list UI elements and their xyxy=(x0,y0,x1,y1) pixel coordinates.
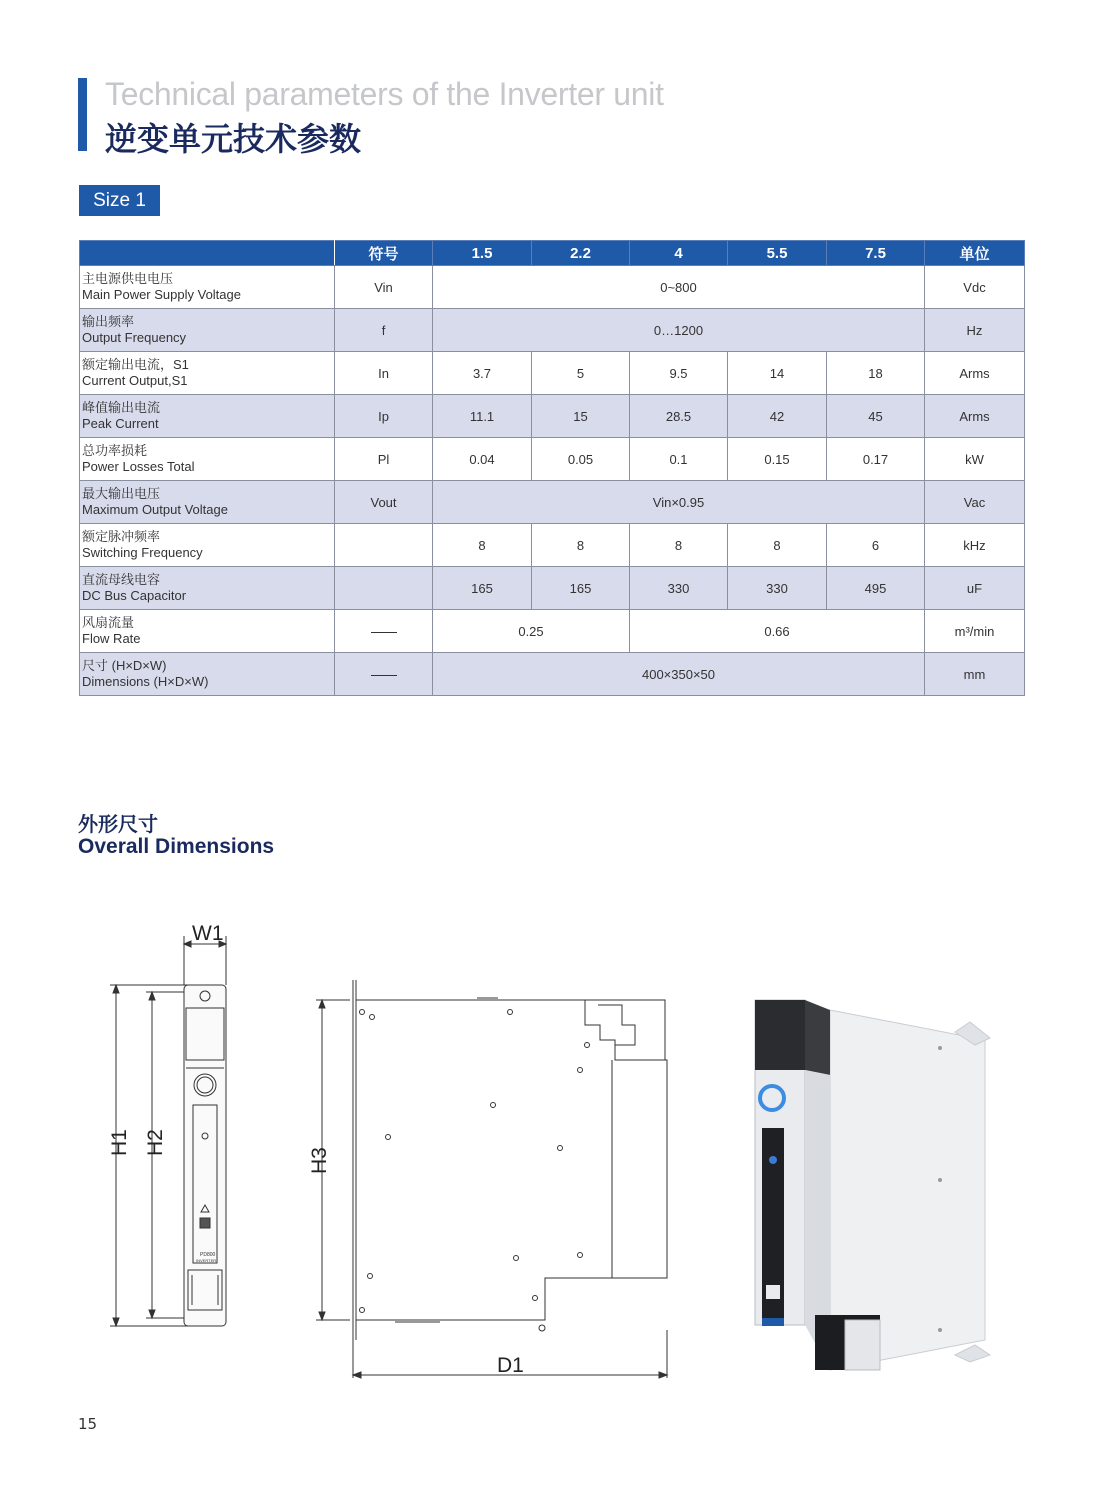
value-cell: 0.25 xyxy=(433,610,630,653)
row-label-en: Power Losses Total xyxy=(82,459,195,474)
value-cell: 8 xyxy=(433,524,532,567)
value-cell: 330 xyxy=(630,567,728,610)
value-cell: 0…1200 xyxy=(433,309,925,352)
value-cell: 330 xyxy=(728,567,827,610)
value-cell: 5 xyxy=(532,352,630,395)
value-cell: 0.17 xyxy=(827,438,925,481)
product-image xyxy=(755,1000,990,1370)
value-cell: 8 xyxy=(728,524,827,567)
parameters-table xyxy=(79,240,1025,696)
table-header-row xyxy=(80,241,1025,266)
symbol-cell: f xyxy=(335,309,433,352)
symbol-cell xyxy=(335,653,433,696)
row-label-cn: 额定输出电流，S1 xyxy=(82,357,189,372)
row-label xyxy=(80,309,335,352)
header-cell xyxy=(80,241,335,266)
value-cell: 15 xyxy=(532,395,630,438)
symbol-cell xyxy=(335,610,433,653)
row-label xyxy=(80,438,335,481)
w1-label: W1 xyxy=(192,922,224,945)
row-label xyxy=(80,481,335,524)
value-cell: 14 xyxy=(728,352,827,395)
row-label-en: DC Bus Capacitor xyxy=(82,588,187,603)
page-number: 15 xyxy=(78,1415,98,1433)
row-label-cn: 总功率损耗 xyxy=(82,443,148,458)
row-label-en: Dimensions (H×D×W) xyxy=(82,674,209,689)
table-row xyxy=(80,352,1025,395)
symbol-cell xyxy=(335,524,433,567)
value-cell: 0.04 xyxy=(433,438,532,481)
dash-symbol xyxy=(371,675,397,676)
symbol-cell: Pl xyxy=(335,438,433,481)
size-badge: Size 1 xyxy=(79,185,160,216)
header-cell: 符号 xyxy=(335,241,433,266)
row-label-cn: 输出频率 xyxy=(82,314,135,329)
page-title-chinese: 逆变单元技术参数 xyxy=(105,120,362,158)
unit-cell: Vdc xyxy=(925,266,1025,309)
row-label-en: Switching Frequency xyxy=(82,545,203,560)
front-sub-label: INVERTER xyxy=(196,1258,217,1263)
table-row xyxy=(80,481,1025,524)
header-cell: 1.5 xyxy=(433,241,532,266)
table-row xyxy=(80,567,1025,610)
header-cell: 单位 xyxy=(925,241,1025,266)
header-cell: 4 xyxy=(630,241,728,266)
unit-cell: kW xyxy=(925,438,1025,481)
row-label-cn: 额定脉冲频率 xyxy=(82,529,161,544)
value-cell: Vin×0.95 xyxy=(433,481,925,524)
row-label-cn: 风扇流量 xyxy=(82,615,135,630)
table-row xyxy=(80,653,1025,696)
row-label-cn: 直流母线电容 xyxy=(82,572,161,587)
unit-cell: Hz xyxy=(925,309,1025,352)
row-label xyxy=(80,395,335,438)
page-title-english: Technical parameters of the Inverter unit xyxy=(105,76,664,112)
header-cell: 5.5 xyxy=(728,241,827,266)
value-cell: 18 xyxy=(827,352,925,395)
header-cell: 2.2 xyxy=(532,241,630,266)
value-cell: 0.1 xyxy=(630,438,728,481)
row-label-en: Maximum Output Voltage xyxy=(82,502,228,517)
header-cell: 7.5 xyxy=(827,241,925,266)
value-cell: 0~800 xyxy=(433,266,925,309)
row-label xyxy=(80,610,335,653)
value-cell: 495 xyxy=(827,567,925,610)
row-label-cn: 最大输出电压 xyxy=(82,486,161,501)
row-label-en: Output Frequency xyxy=(82,330,187,345)
value-cell: 28.5 xyxy=(630,395,728,438)
value-cell: 400×350×50 xyxy=(433,653,925,696)
row-label-cn: 峰值输出电流 xyxy=(82,400,161,415)
table-row xyxy=(80,395,1025,438)
symbol-cell: In xyxy=(335,352,433,395)
unit-cell: Vac xyxy=(925,481,1025,524)
table-row xyxy=(80,610,1025,653)
table-row xyxy=(80,266,1025,309)
unit-cell: kHz xyxy=(925,524,1025,567)
dimension-drawings xyxy=(0,900,1102,1400)
value-cell: 11.1 xyxy=(433,395,532,438)
value-cell: 0.66 xyxy=(630,610,925,653)
row-label-en: Peak Current xyxy=(82,416,159,431)
unit-cell: mm xyxy=(925,653,1025,696)
value-cell: 8 xyxy=(630,524,728,567)
unit-cell: m³/min xyxy=(925,610,1025,653)
d1-label: D1 xyxy=(497,1354,524,1377)
unit-cell: uF xyxy=(925,567,1025,610)
symbol-cell: Ip xyxy=(335,395,433,438)
row-label-cn: 主电源供电电压 xyxy=(82,271,174,286)
value-cell: 45 xyxy=(827,395,925,438)
value-cell: 8 xyxy=(532,524,630,567)
row-label-en: Current Output,S1 xyxy=(82,373,188,388)
row-label xyxy=(80,266,335,309)
unit-cell: Arms xyxy=(925,395,1025,438)
dash-symbol xyxy=(371,632,397,633)
row-label-cn: 尺寸 (H×D×W) xyxy=(82,658,167,673)
side-view-drawing xyxy=(316,980,667,1378)
value-cell: 42 xyxy=(728,395,827,438)
unit-cell: Arms xyxy=(925,352,1025,395)
table-row xyxy=(80,438,1025,481)
symbol-cell: Vin xyxy=(335,266,433,309)
h1-label: H1 xyxy=(108,1129,131,1156)
row-label xyxy=(80,352,335,395)
row-label xyxy=(80,524,335,567)
h3-label: H3 xyxy=(308,1147,331,1174)
table-row xyxy=(80,524,1025,567)
row-label-en: Main Power Supply Voltage xyxy=(82,287,241,302)
section-title-english: Overall Dimensions xyxy=(78,835,275,858)
section-title-chinese: 外形尺寸 xyxy=(78,812,158,836)
row-label xyxy=(80,567,335,610)
row-label-en: Flow Rate xyxy=(82,631,141,646)
value-cell: 0.05 xyxy=(532,438,630,481)
value-cell: 165 xyxy=(532,567,630,610)
value-cell: 165 xyxy=(433,567,532,610)
value-cell: 3.7 xyxy=(433,352,532,395)
title-accent-bar xyxy=(78,78,87,151)
symbol-cell: Vout xyxy=(335,481,433,524)
value-cell: 0.15 xyxy=(728,438,827,481)
front-model-label: PD800 xyxy=(200,1252,216,1258)
value-cell: 9.5 xyxy=(630,352,728,395)
h2-label: H2 xyxy=(144,1129,167,1156)
table-row xyxy=(80,309,1025,352)
row-label xyxy=(80,653,335,696)
symbol-cell xyxy=(335,567,433,610)
value-cell: 6 xyxy=(827,524,925,567)
